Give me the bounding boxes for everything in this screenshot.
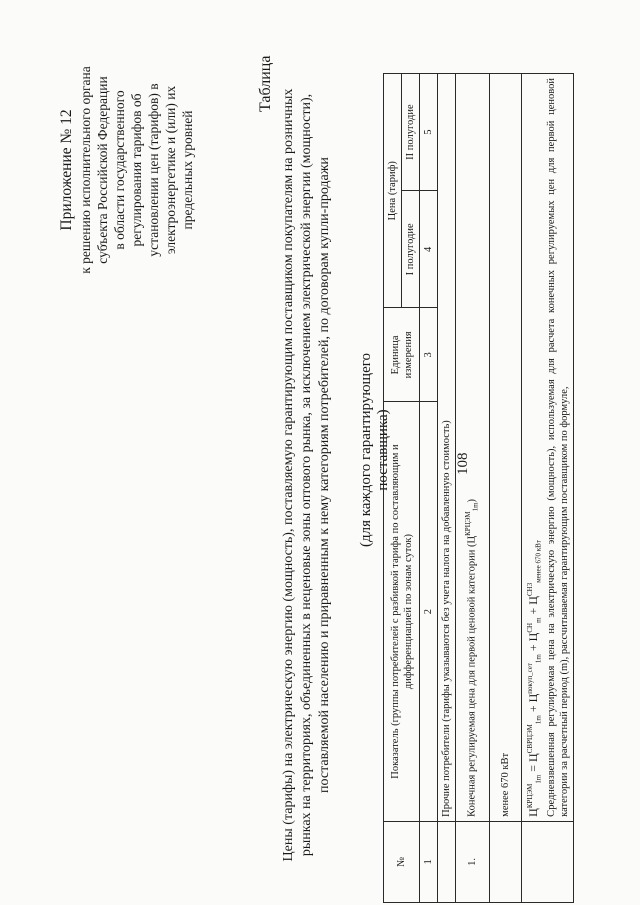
section-row	[438, 74, 456, 903]
price-symbol-close: )	[466, 498, 478, 503]
price-symbol-sub: 1m	[471, 502, 480, 512]
header-price: Цена (тариф)	[384, 74, 402, 308]
price-symbol-sup: КРЦЭМ	[464, 511, 473, 536]
header-row	[384, 74, 402, 903]
col-number: 2	[420, 402, 438, 822]
formula-cell	[522, 74, 574, 822]
appendix-line: электроэнергетике и (или) их	[163, 85, 178, 255]
table-row	[522, 74, 574, 903]
header-no: №	[384, 821, 420, 902]
row-text	[456, 74, 490, 822]
power-range: менее 670 кВт	[490, 74, 522, 822]
table-row	[490, 74, 522, 903]
col-number: 1	[420, 821, 438, 902]
col-number: 3	[420, 308, 438, 402]
row-label: Конечная регулируемая цена для первой ценовой категории	[466, 549, 478, 817]
appendix-line: субъекта Российской Федерации	[95, 76, 110, 264]
price-symbol: (Ц	[466, 535, 478, 547]
section-cell-empty	[438, 821, 456, 902]
main-heading: Цены (тарифы) на электрическую энергию (мощность), поставляемую гарантирующим поставщиком покупателям на розничных рынках на территориях, объединенных в неценовые зоны оптового рынка, за исключением электрической энергии (мощности), поставляемой населению и приравненным к нему категориям потребителей, по договорам купли-продажи	[281, 88, 332, 862]
appendix-line: регулирования тарифов об	[129, 93, 144, 247]
formula-note: Средневзвешенная регулируемая цена на электрическую энергию (мощность), используемая для расчета конечных регулируемых цен для первой ценовой категории за расчетный период (m), рассчитываемая гарантирующим поставщиком по формуле,	[546, 78, 571, 817]
tariff-table	[383, 73, 574, 903]
formula: $Ц^{КРЦЭМ}_{1m} = Ц^{СВРЦЭМ}_{1m} + Ц^{покуп\_сет}_{1m} + Ц^{СН}_m + Ц^{СН3}_{менее 670 кВт}$	[526, 540, 543, 817]
page-number: 108	[455, 452, 471, 475]
appendix-line: к решению исполнительного органа	[78, 66, 93, 274]
empty-cell	[490, 821, 522, 902]
appendix-line: предельных уровней	[180, 110, 195, 230]
appendix-title: Приложение № 12	[58, 109, 75, 231]
section-title: Прочие потребители (тарифы указываются без учета налога на добавленную стоимость)	[438, 74, 456, 822]
appendix-block	[58, 50, 196, 290]
subheading: (для каждого гарантирующего поставщика)	[358, 352, 391, 548]
appendix-line: в области государственного	[112, 90, 127, 250]
header-unit: Единица измерения	[384, 308, 420, 402]
table-label: Таблица	[257, 55, 274, 112]
row-number: 1.	[456, 821, 490, 902]
header-indicator: Показатель (группы потребителей с разбивкой тарифа по составляющим и дифференциацией по зонам суток)	[384, 402, 420, 822]
appendix-line: установлении цен (тарифов) в	[146, 83, 161, 257]
col-number: 5	[420, 74, 438, 191]
col-number: 4	[420, 191, 438, 308]
table-row	[456, 74, 490, 903]
header-half-1: I полугодие	[402, 191, 420, 308]
column-number-row	[420, 74, 438, 903]
empty-cell	[522, 821, 574, 902]
header-half-2: II полугодие	[402, 74, 420, 191]
